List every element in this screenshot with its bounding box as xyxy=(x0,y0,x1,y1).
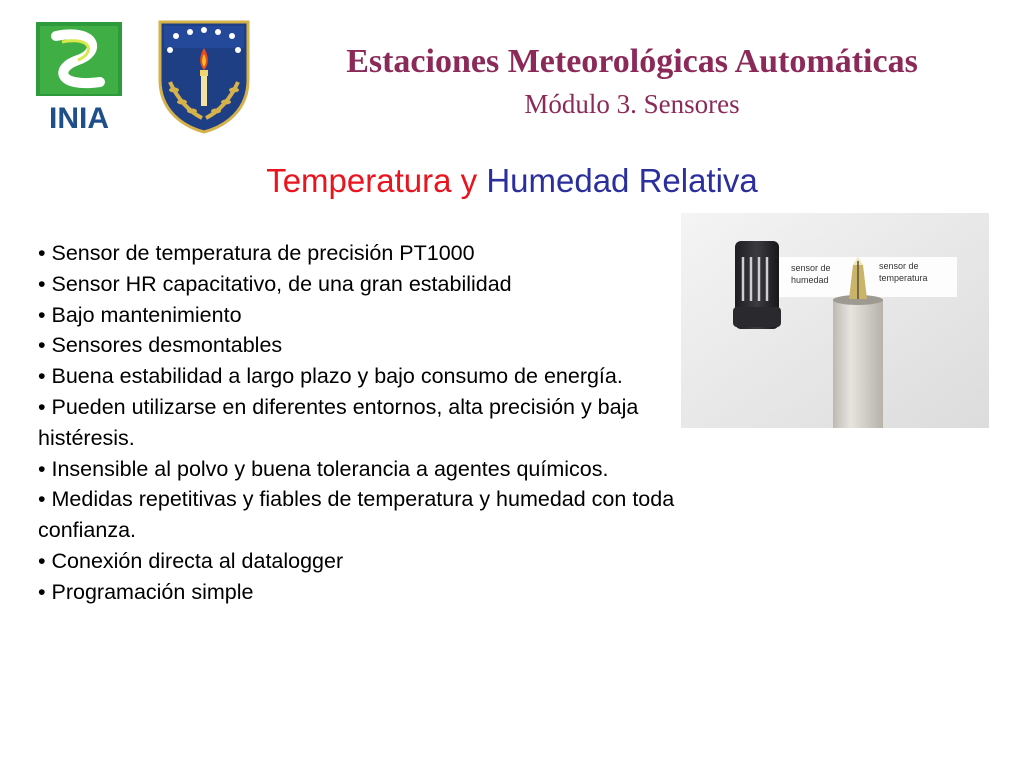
sensor-photo-graphic xyxy=(681,213,989,428)
label-humidity-line1: sensor de xyxy=(791,263,831,273)
label-humidity-line2: humedad xyxy=(791,275,829,285)
inia-logo-lettering: INIA xyxy=(49,102,109,134)
slide-title-part1: Temperatura y xyxy=(266,162,478,199)
label-temperature-line2: temperatura xyxy=(879,273,928,283)
list-item: • Buena estabilidad a largo plazo y bajo consumo de energía. xyxy=(38,364,623,389)
list-item: • Sensor HR capacitativo, de una gran estabilidad xyxy=(38,271,512,296)
slide-title xyxy=(0,160,1024,202)
sensor-photo xyxy=(681,213,989,428)
university-crest xyxy=(156,18,252,134)
presentation-title: Estaciones Meteorológicas Automáticas xyxy=(346,43,918,80)
list-item: • Programación simple xyxy=(38,579,254,604)
list-item: • Sensor de temperatura de precisión PT1000 xyxy=(38,241,475,265)
module-subtitle: Módulo 3. Sensores xyxy=(524,89,740,119)
inia-logo-graphic xyxy=(36,22,122,134)
feature-list xyxy=(38,238,702,608)
inia-logo xyxy=(36,22,122,134)
slide-title-part2: Humedad Relativa xyxy=(486,162,758,199)
list-item: • Pueden utilizarse en diferentes entornos, alta precisión y baja histéresis. xyxy=(38,394,639,450)
label-temperature-line1: sensor de xyxy=(879,261,919,271)
list-item: • Insensible al polvo y buena tolerancia a agentes químicos. xyxy=(38,456,609,481)
filter-cap xyxy=(733,241,781,329)
list-item: • Medidas repetitivas y fiables de temperatura y humedad con toda confianza. xyxy=(38,487,675,543)
list-item: • Conexión directa al datalogger xyxy=(38,548,344,573)
list-item: • Bajo mantenimiento xyxy=(38,302,242,327)
list-item: • Sensores desmontables xyxy=(38,333,283,358)
crest-graphic xyxy=(156,18,252,134)
